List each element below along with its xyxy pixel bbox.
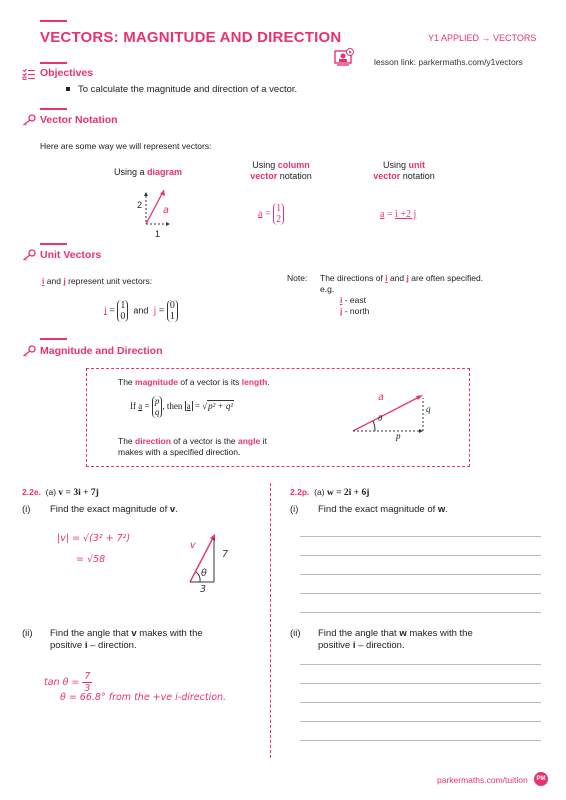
caption-highlight: diagram <box>147 167 183 177</box>
question-part: (a) <box>314 487 325 497</box>
footer-link[interactable]: parkermaths.com/tuition <box>437 775 528 785</box>
q-bold: v <box>131 628 137 639</box>
q-text: . <box>175 504 178 515</box>
q-text: positive <box>318 640 353 651</box>
def-text: makes with a specified direction. <box>118 447 241 457</box>
q-text: makes with the <box>136 628 203 639</box>
i-bottom: 0 <box>120 311 126 322</box>
caption-text: notation <box>400 171 435 181</box>
right-qii-label: (ii) <box>290 628 301 639</box>
def-highlight: direction <box>135 436 171 446</box>
notation-intro: Here are some way we will represent vectors: <box>40 141 212 151</box>
unit-i: i <box>340 295 343 305</box>
magdir-accent-bar <box>40 338 67 340</box>
note-text: and <box>387 273 407 283</box>
unit-vector-notation: a = i +2 j <box>380 209 417 220</box>
notation-heading: Vector Notation <box>40 114 118 126</box>
unit-i: i <box>42 276 45 286</box>
vector-a: a <box>186 401 191 412</box>
answer-line[interactable] <box>300 555 541 556</box>
eg-text: e.g. <box>320 284 335 294</box>
video-lesson-icon[interactable] <box>333 48 355 68</box>
unit-expression: i +2 j <box>395 209 417 220</box>
right-qii-text <box>318 628 473 652</box>
column-paren <box>273 203 284 225</box>
tan-working <box>44 671 92 694</box>
bullet-icon <box>66 87 70 91</box>
unit-i: i <box>104 305 107 317</box>
and-text: and <box>133 305 149 316</box>
magnitude-formula: If a = p q, then a = √p² + q² <box>130 396 234 417</box>
answer-line[interactable] <box>300 683 541 684</box>
column-caption <box>246 160 316 182</box>
unit-column-vectors: i = 1 0 and j = 0 1 <box>104 300 178 322</box>
objectives-accent-bar <box>40 62 67 64</box>
left-qii-text <box>50 628 203 652</box>
def-highlight: length <box>241 377 268 387</box>
answer-line[interactable] <box>300 536 541 537</box>
q-text: – direction. <box>355 640 405 651</box>
east-text: - east <box>342 295 366 305</box>
caption-highlight: unit <box>408 160 425 170</box>
unit-heading: Unit Vectors <box>40 249 102 261</box>
j-paren <box>167 300 178 322</box>
left-label-3: 3 <box>200 584 207 595</box>
tan-numerator: 7 <box>84 671 91 682</box>
unit-text: represent unit vectors: <box>68 276 153 286</box>
q-bold: i <box>352 640 356 651</box>
left-label-theta: θ <box>201 568 207 579</box>
then-text: , then <box>162 401 183 412</box>
question-vector: v = 3i + 7j <box>58 488 99 498</box>
key-icon <box>22 114 36 126</box>
breadcrumb[interactable]: Y1 APPLIED → VECTORS <box>428 33 537 43</box>
question-part: (a) <box>45 487 57 497</box>
magdir-heading: Magnitude and Direction <box>40 345 163 357</box>
p-entry: p <box>154 396 160 406</box>
column-divider <box>270 483 271 758</box>
q-bold: w <box>437 504 446 515</box>
unit-accent-bar <box>40 243 67 245</box>
column-vector: a = 1 2 <box>258 203 284 225</box>
left-qi-text <box>50 504 178 515</box>
tan-lhs: tan θ = <box>44 677 80 688</box>
note-body <box>320 273 483 317</box>
working-line-1: |v| = √(3² + 7²) <box>57 533 131 544</box>
magdir-label-a: a <box>378 392 384 403</box>
vector-a: a <box>138 401 143 412</box>
checklist-icon <box>22 68 36 80</box>
caption-highlight: vector <box>373 171 401 181</box>
magnitude-def <box>118 377 270 387</box>
note-label: Note: <box>287 273 308 283</box>
caption-text: Using a <box>114 167 148 177</box>
i-top: 1 <box>120 300 126 311</box>
def-text: The <box>118 436 136 446</box>
formula-paren <box>152 396 163 418</box>
magdir-label-p: p <box>396 431 401 441</box>
q-text: . <box>445 504 448 515</box>
unit-i: i <box>385 273 388 283</box>
unit-j: j <box>406 273 409 283</box>
q-entry: q <box>154 407 160 417</box>
sqrt-content: p² + q² <box>208 401 234 412</box>
caption-highlight: column <box>277 160 310 170</box>
answer-line[interactable] <box>300 574 541 575</box>
key-icon <box>22 345 36 357</box>
working-line-2: = √58 <box>76 554 106 565</box>
caption-text: Using <box>252 160 278 170</box>
right-qi-label: (i) <box>290 504 299 515</box>
tan-denominator: 3 <box>84 683 91 694</box>
left-question-header <box>22 487 99 498</box>
pm-logo: PM <box>534 772 548 786</box>
left-label-7: 7 <box>222 549 229 560</box>
unit-j: j <box>153 305 157 317</box>
q-text: Find the angle that <box>50 628 132 639</box>
objective-item <box>66 84 297 95</box>
unit-caption <box>366 160 442 182</box>
objectives-heading: Objectives <box>40 67 94 79</box>
q-text: Find the exact magnitude of <box>50 504 170 515</box>
right-qi-text <box>318 504 448 515</box>
vector-a: a <box>380 209 385 220</box>
magdir-label-q: q <box>426 404 431 414</box>
magdir-diagram <box>345 388 435 440</box>
note-text: are often specified. <box>408 273 484 283</box>
diagram-caption <box>114 167 182 177</box>
title-accent-bar <box>40 20 67 22</box>
abs-bars <box>185 401 193 411</box>
page-title: VECTORS: MAGNITUDE AND DIRECTION <box>40 29 342 46</box>
lesson-link[interactable]: lesson link: parkermaths.com/y1vectors <box>374 57 523 67</box>
answer-line[interactable] <box>300 593 541 594</box>
key-icon <box>22 249 36 261</box>
objective-text: To calculate the magnitude and direction of a vector. <box>78 84 298 95</box>
caption-text: Using <box>382 160 409 170</box>
q-text: positive <box>50 640 85 651</box>
question-vector: w = 2i + 6j <box>326 488 370 498</box>
column-bottom: 2 <box>276 214 282 225</box>
notation-accent-bar <box>40 108 67 110</box>
question-number: 2.2p. <box>290 487 310 497</box>
caption-highlight: vector <box>250 171 278 181</box>
and-text: and <box>46 276 61 286</box>
vector-a: a <box>258 208 263 220</box>
unit-intro <box>42 276 152 286</box>
def-text: of a vector is its <box>178 377 242 387</box>
answer-line[interactable] <box>300 664 541 665</box>
column-top: 1 <box>276 203 282 214</box>
answer-line[interactable] <box>300 721 541 722</box>
def-text: of a vector is the <box>170 436 239 446</box>
i-paren <box>117 300 128 322</box>
right-question-header <box>290 487 369 498</box>
def-highlight: angle <box>238 436 261 446</box>
unit-j: j <box>340 306 343 316</box>
def-highlight: magnitude <box>135 377 178 387</box>
left-label-v: v <box>190 540 196 551</box>
magdir-label-theta: θ <box>378 413 383 423</box>
unit-j: j <box>63 276 66 286</box>
def-text: . <box>267 377 270 387</box>
q-text: makes with the <box>406 628 473 639</box>
tan-fraction <box>82 671 92 694</box>
direction-def <box>118 436 267 458</box>
answer-line[interactable] <box>300 612 541 613</box>
diagram-label-2: 2 <box>137 200 143 210</box>
north-text: - north <box>342 306 370 316</box>
q-text: – direction. <box>87 640 137 651</box>
answer-line[interactable] <box>300 740 541 741</box>
left-qii-label: (ii) <box>22 628 33 639</box>
q-bold: w <box>399 628 407 639</box>
angle-answer: θ = 66.8° from the +ve i-direction. <box>60 692 227 703</box>
q-text: Find the angle that <box>318 628 400 639</box>
answer-line[interactable] <box>300 702 541 703</box>
q-bold: v <box>169 504 176 515</box>
left-qi-label: (i) <box>22 504 31 515</box>
j-top: 0 <box>169 300 175 311</box>
caption-text: notation <box>277 171 312 181</box>
def-text: The <box>118 377 136 387</box>
q-text: Find the exact magnitude of <box>318 504 438 515</box>
diagram-label-a: a <box>163 205 169 216</box>
if-text: If <box>130 401 136 412</box>
def-text: it <box>260 436 267 446</box>
q-bold: i <box>84 640 88 651</box>
question-number: 2.2e. <box>22 487 41 497</box>
vector-diagram <box>136 184 186 234</box>
note-text: The directions of <box>320 273 386 283</box>
diagram-label-1: 1 <box>155 229 161 239</box>
j-bottom: 1 <box>169 311 175 322</box>
